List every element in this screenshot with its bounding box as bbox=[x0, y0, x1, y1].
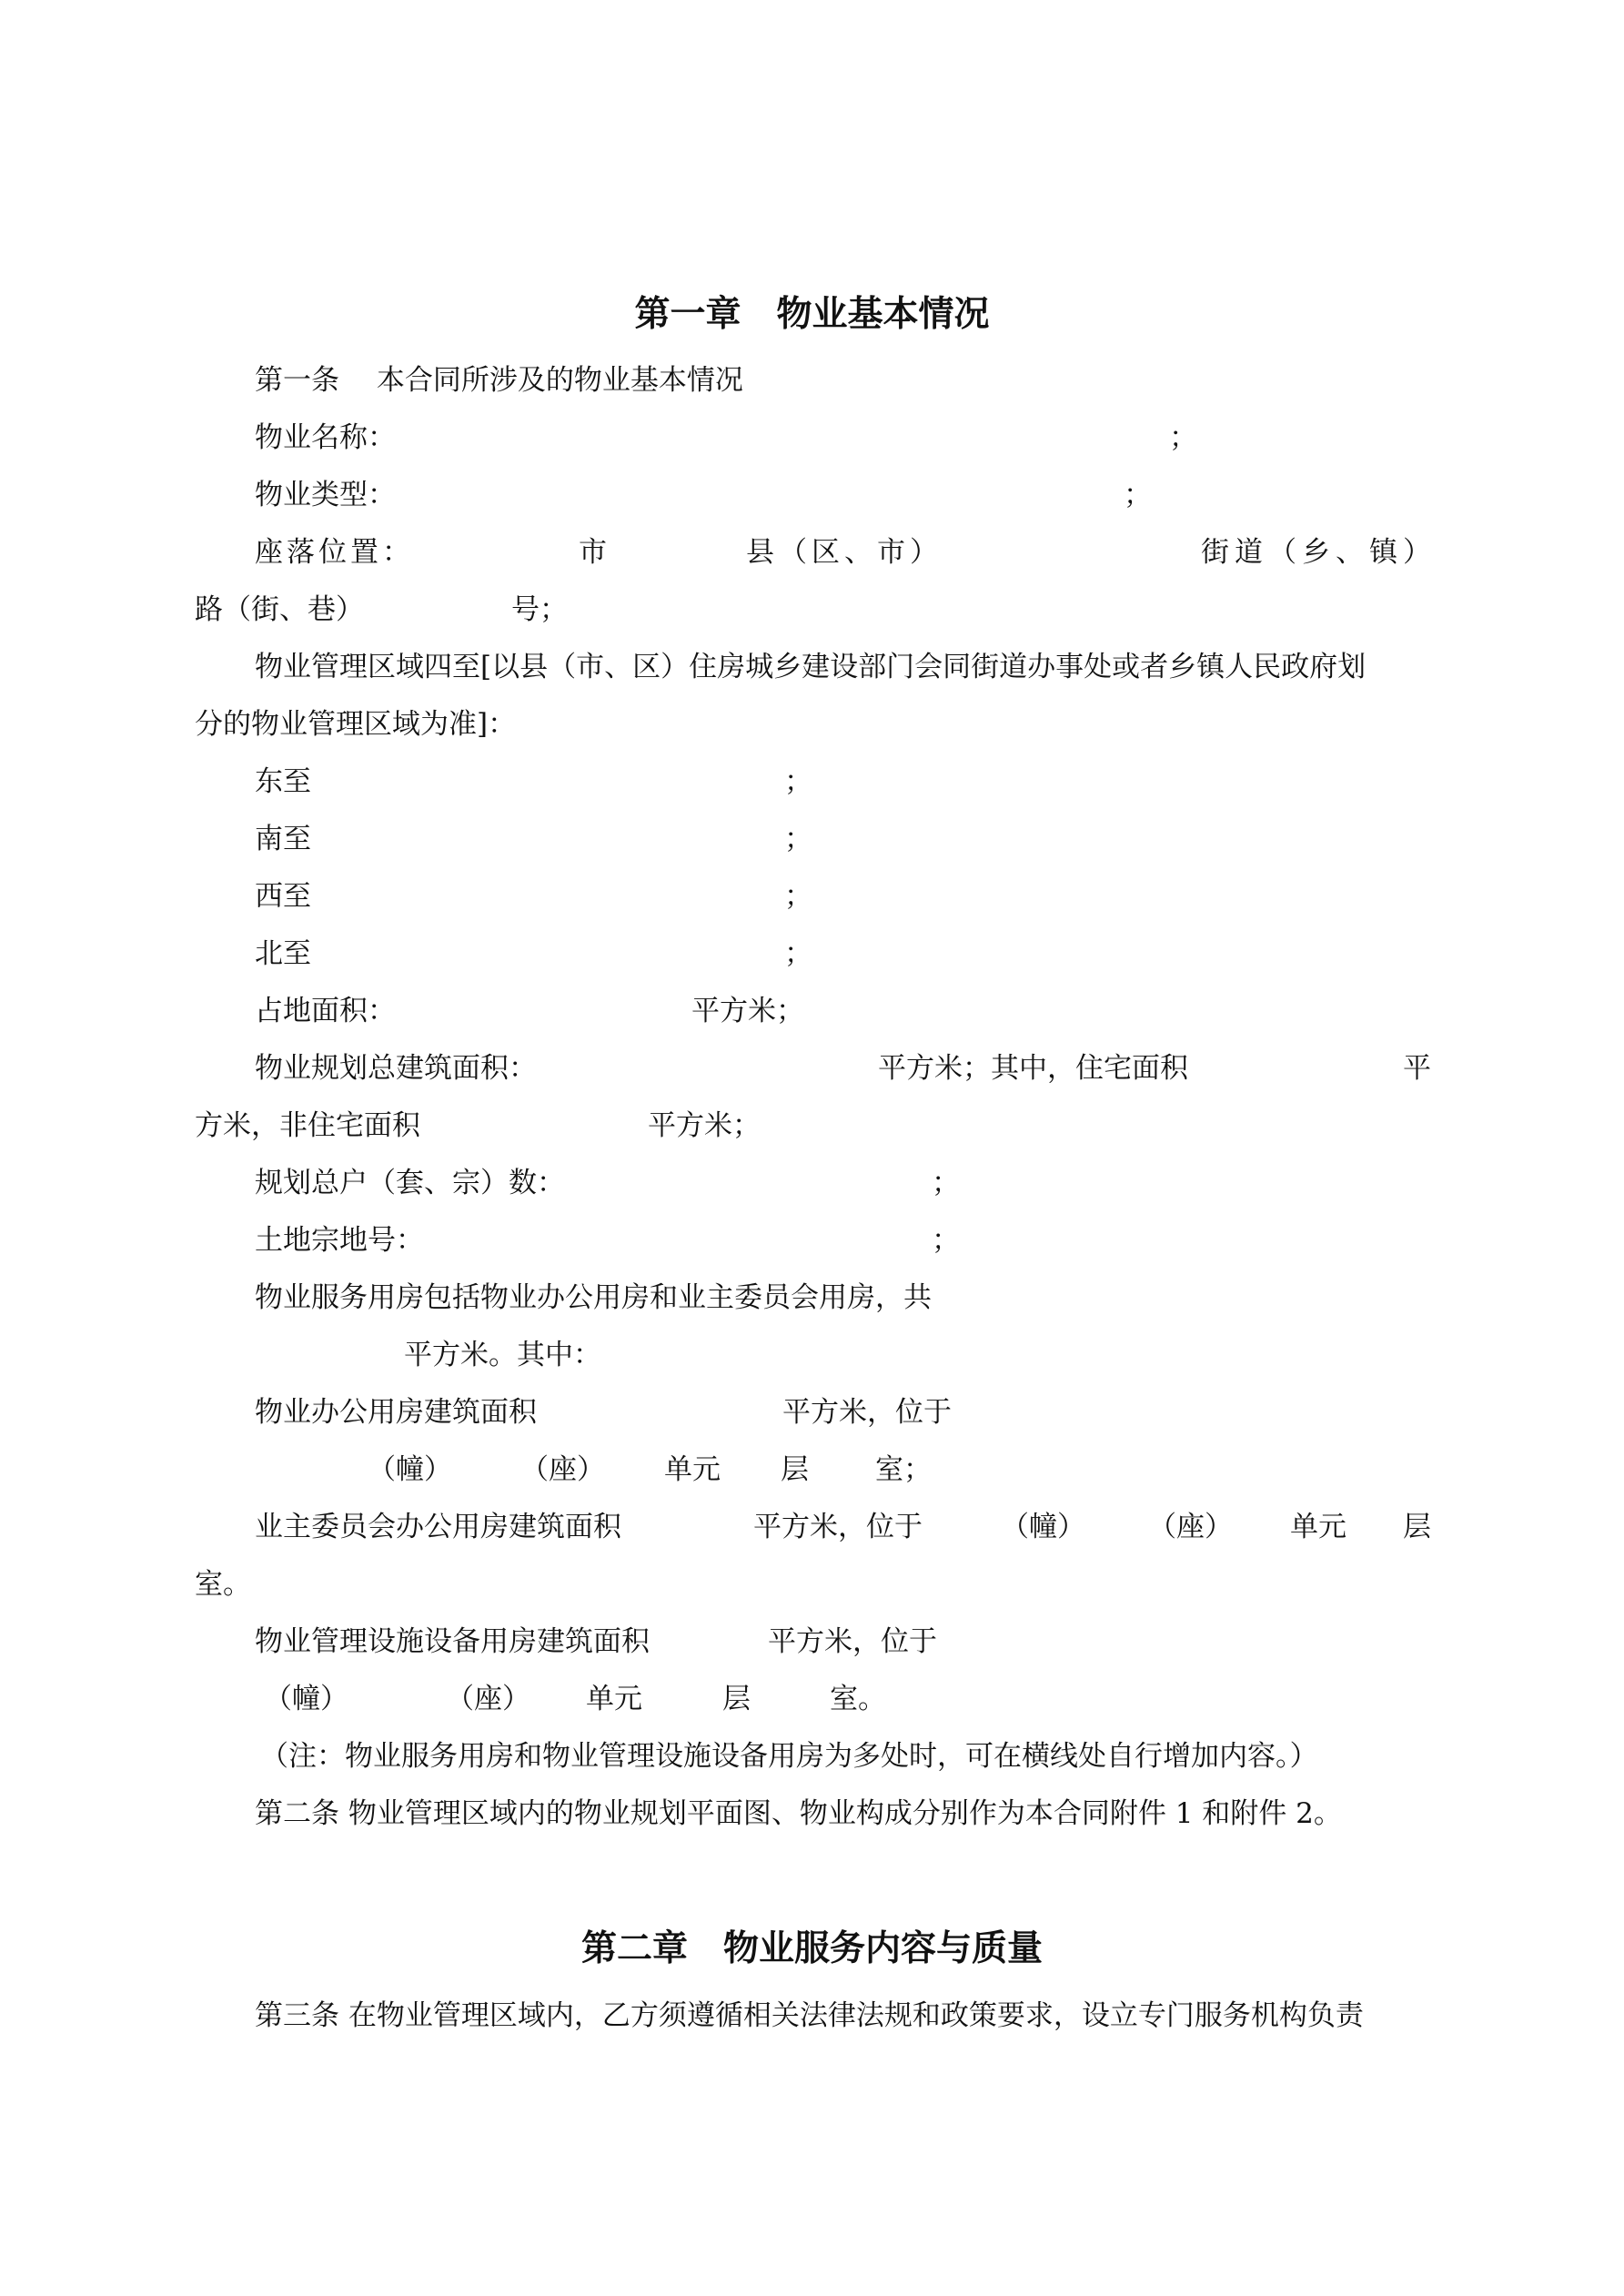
service-rooms-line-2: 平方米。其中： bbox=[404, 1339, 601, 1371]
office-rooms-block: （座） bbox=[520, 1453, 605, 1486]
office-rooms-building: （幢） bbox=[368, 1453, 452, 1486]
boundary-intro-line-2: 分的物业管理区域为准]： bbox=[195, 708, 517, 741]
location-county: 县（区、市） bbox=[746, 536, 943, 569]
facility-rooms-label: 物业管理设施设备用房建筑面积 bbox=[255, 1625, 650, 1658]
office-rooms-unit: 平方米，位于 bbox=[782, 1396, 952, 1429]
location-label: 座落位置： bbox=[255, 536, 414, 569]
facility-rooms-unit: 平方米，位于 bbox=[768, 1625, 937, 1658]
facility-rooms-room: 室。 bbox=[830, 1683, 886, 1715]
boundary-north-end: ； bbox=[784, 937, 812, 970]
planned-area-wrap-1: 平 bbox=[1403, 1052, 1431, 1085]
committee-rooms-building: （幢） bbox=[1001, 1511, 1085, 1543]
boundary-south-label: 南至 bbox=[255, 823, 311, 855]
office-rooms-floor: 层 bbox=[781, 1453, 809, 1486]
committee-rooms-unit: 平方米，位于 bbox=[753, 1511, 923, 1543]
facility-rooms-building: （幢） bbox=[264, 1683, 348, 1715]
note-text: （注：物业服务用房和物业管理设施设备用房为多处时，可在横线处自行增加内容。） bbox=[260, 1740, 1318, 1773]
property-name-end: ； bbox=[1169, 421, 1197, 454]
committee-rooms-floor: 层 bbox=[1403, 1511, 1431, 1543]
boundary-north-label: 北至 bbox=[255, 937, 311, 970]
boundary-east-label: 东至 bbox=[255, 765, 311, 798]
parcel-label: 土地宗地号： bbox=[255, 1224, 424, 1257]
planned-area-unit-mid: 平方米；其中，住宅面积 bbox=[878, 1052, 1188, 1085]
land-area-unit: 平方米； bbox=[691, 995, 804, 1027]
planned-area-wrap-2: 方米，非住宅面积 bbox=[195, 1109, 420, 1142]
facility-rooms-unit-no: 单元 bbox=[586, 1683, 642, 1715]
boundary-east-end: ； bbox=[784, 765, 812, 798]
location-street: 街道（乡、镇） bbox=[1201, 536, 1437, 569]
parcel-end: ； bbox=[932, 1224, 960, 1257]
property-type-label: 物业类型： bbox=[255, 479, 396, 511]
chapter-1-title: 第一章 物业基本情况 bbox=[634, 294, 990, 335]
property-name-label: 物业名称： bbox=[255, 421, 396, 454]
households-end: ； bbox=[932, 1167, 960, 1199]
office-rooms-label: 物业办公用房建筑面积 bbox=[255, 1396, 537, 1429]
service-rooms-line-1: 物业服务用房包括物业办公用房和业主委员会用房，共 bbox=[255, 1281, 932, 1314]
office-rooms-unit-no: 单元 bbox=[664, 1453, 721, 1486]
committee-rooms-block: （座） bbox=[1148, 1511, 1233, 1543]
boundary-west-label: 西至 bbox=[255, 880, 311, 913]
article-1-heading: 第一条 本合同所涉及的物业基本情况 bbox=[255, 364, 743, 397]
location-road: 路（街、巷） bbox=[195, 593, 364, 626]
chapter-2-title: 第二章 物业服务内容与质量 bbox=[580, 1928, 1043, 1969]
article-2-text: 第二条 物业管理区域内的物业规划平面图、物业构成分别作为本合同附件 1 和附件 2。 bbox=[255, 1797, 1342, 1830]
boundary-south-end: ； bbox=[784, 823, 812, 855]
committee-rooms-label: 业主委员会办公用房建筑面积 bbox=[255, 1511, 621, 1543]
location-number: 号； bbox=[511, 593, 568, 626]
article-3-text: 第三条 在物业管理区域内，乙方须遵循相关法律法规和政策要求，设立专门服务机构负责 bbox=[255, 1999, 1364, 2032]
land-area-label: 占地面积： bbox=[255, 995, 396, 1027]
facility-rooms-floor: 层 bbox=[722, 1683, 751, 1715]
boundary-west-end: ； bbox=[784, 880, 812, 913]
households-label: 规划总户（套、宗）数： bbox=[255, 1167, 565, 1199]
planned-area-label: 物业规划总建筑面积： bbox=[255, 1052, 537, 1085]
committee-rooms-unit-no: 单元 bbox=[1290, 1511, 1347, 1543]
facility-rooms-block: （座） bbox=[446, 1683, 530, 1715]
committee-rooms-room: 室。 bbox=[195, 1568, 251, 1601]
location-city: 市 bbox=[579, 536, 607, 569]
boundary-intro-line-1: 物业管理区域四至[以县（市、区）住房城乡建设部门会同街道办事处或者乡镇人民政府划 bbox=[255, 651, 1367, 683]
property-type-end: ； bbox=[1124, 479, 1152, 511]
office-rooms-room: 室； bbox=[875, 1453, 932, 1486]
planned-area-unit-end: 平方米； bbox=[648, 1109, 761, 1142]
